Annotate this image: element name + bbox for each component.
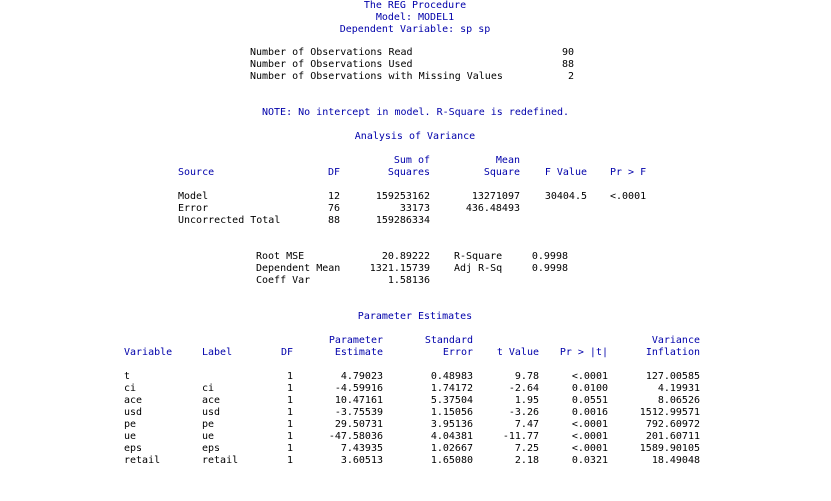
anova-ms: 436.48493 [465,203,520,214]
param-df: 1 [286,371,293,382]
param-vif: 18.49048 [651,455,700,466]
anova-source: Error [178,203,209,214]
param-df: 1 [286,383,293,394]
obs-missing-value: 2 [567,71,574,82]
param-t-value: 1.95 [514,395,539,406]
param-p-value: 0.0100 [571,383,608,394]
fit-label: Dependent Mean [256,263,341,274]
anova-ss: 159286334 [375,215,430,226]
params-header-variable: Variable [124,347,173,358]
obs-read-value: 90 [561,47,574,58]
param-t-value: -3.26 [508,407,539,418]
param-std-error: 1.15056 [430,407,473,418]
anova-header-df: DF [327,167,340,178]
procedure-title: The REG Procedure [363,0,467,11]
param-vif: 4.19931 [657,383,700,394]
param-vif: 8.06526 [657,395,700,406]
fit-value: 1321.15739 [369,263,430,274]
params-header-vif-top: Variance [651,335,700,346]
anova-header-ms-bottom: Square [483,167,520,178]
param-df: 1 [286,419,293,430]
param-label: ue [202,431,215,442]
anova-source: Model [178,191,209,202]
dependent-variable: Dependent Variable: sp sp [339,24,491,35]
param-t-value: 7.47 [514,419,539,430]
param-label: pe [202,419,215,430]
params-header-label: Label [202,347,233,358]
param-std-error: 0.48983 [430,371,473,382]
param-variable: retail [124,455,161,466]
param-estimate: 3.60513 [340,455,383,466]
note-text: NOTE: No intercept in model. R-Square is redefined. [262,107,570,118]
param-p-value: 0.0016 [571,407,608,418]
anova-p: <.0001 [610,191,647,202]
param-p-value: <.0001 [571,431,608,442]
param-estimate: 29.50731 [334,419,383,430]
anova-header-ss-top: Sum of [393,155,430,166]
param-variable: ci [124,383,137,394]
param-estimate: -3.75539 [334,407,383,418]
params-header-est-top: Parameter [328,335,383,346]
obs-used-label: Number of Observations Used [250,59,413,70]
anova-header-p: Pr > F [610,167,647,178]
params-header-df: DF [280,347,293,358]
param-p-value: <.0001 [571,419,608,430]
anova-ss: 33173 [399,203,430,214]
obs-missing-label: Number of Observations with Missing Values [250,71,503,82]
anova-df: 12 [327,191,340,202]
anova-f: 30404.5 [544,191,587,202]
param-p-value: <.0001 [571,443,608,454]
obs-used-value: 88 [561,59,574,70]
params-header-vif-bottom: Inflation [645,347,700,358]
anova-header-ms-top: Mean [495,155,520,166]
fit-value2: 0.9998 [531,251,568,262]
model-label: Model: MODEL1 [375,12,455,23]
fit-value: 20.89222 [381,251,430,262]
param-estimate: -4.59916 [334,383,383,394]
param-variable: ue [124,431,137,442]
param-vif: 1589.90105 [639,443,700,454]
param-label: usd [202,407,221,418]
param-estimate: 7.43935 [340,443,383,454]
param-estimate: 10.47161 [334,395,383,406]
param-vif: 792.60972 [645,419,700,430]
params-header-se-top: Standard [424,335,473,346]
param-variable: pe [124,419,137,430]
param-t-value: 2.18 [514,455,539,466]
param-p-value: <.0001 [571,371,608,382]
anova-header-ss-bottom: Squares [387,167,430,178]
param-variable: usd [124,407,143,418]
param-p-value: 0.0321 [571,455,608,466]
param-variable: ace [124,395,143,406]
fit-value2: 0.9998 [531,263,568,274]
anova-ms: 13271097 [471,191,520,202]
anova-source: Uncorrected Total [178,215,281,226]
param-df: 1 [286,407,293,418]
params-header-est-bottom: Estimate [334,347,383,358]
param-std-error: 1.02667 [430,443,473,454]
anova-header-source: Source [178,167,215,178]
params-header-p: Pr > |t| [559,347,608,358]
fit-label: Coeff Var [256,275,311,286]
param-vif: 1512.99571 [639,407,700,418]
param-estimate: -47.58036 [328,431,383,442]
fit-label: Root MSE [256,251,305,262]
anova-df: 76 [327,203,340,214]
param-vif: 201.60711 [645,431,700,442]
param-vif: 127.00585 [645,371,700,382]
params-title: Parameter Estimates [357,311,473,322]
param-df: 1 [286,443,293,454]
param-label: ci [202,383,215,394]
param-t-value: 7.25 [514,443,539,454]
param-t-value: -2.64 [508,383,539,394]
anova-df: 88 [327,215,340,226]
param-label: ace [202,395,221,406]
fit-label2: Adj R-Sq [454,263,503,274]
param-variable: t [124,371,131,382]
anova-title: Analysis of Variance [354,131,476,142]
param-t-value: 9.78 [514,371,539,382]
param-variable: eps [124,443,143,454]
param-std-error: 5.37504 [430,395,473,406]
params-header-se-bottom: Error [442,347,473,358]
param-label: retail [202,455,239,466]
fit-value: 1.58136 [387,275,430,286]
param-p-value: 0.0551 [571,395,608,406]
param-df: 1 [286,455,293,466]
fit-label2: R-Square [454,251,503,262]
param-std-error: 4.04381 [430,431,473,442]
param-t-value: -11.77 [502,431,539,442]
param-df: 1 [286,431,293,442]
param-std-error: 3.95136 [430,419,473,430]
param-std-error: 1.65080 [430,455,473,466]
param-df: 1 [286,395,293,406]
param-label: eps [202,443,221,454]
anova-header-f: F Value [544,167,587,178]
param-estimate: 4.79023 [340,371,383,382]
obs-read-label: Number of Observations Read [250,47,413,58]
anova-ss: 159253162 [375,191,430,202]
params-header-t: t Value [496,347,539,358]
param-std-error: 1.74172 [430,383,473,394]
